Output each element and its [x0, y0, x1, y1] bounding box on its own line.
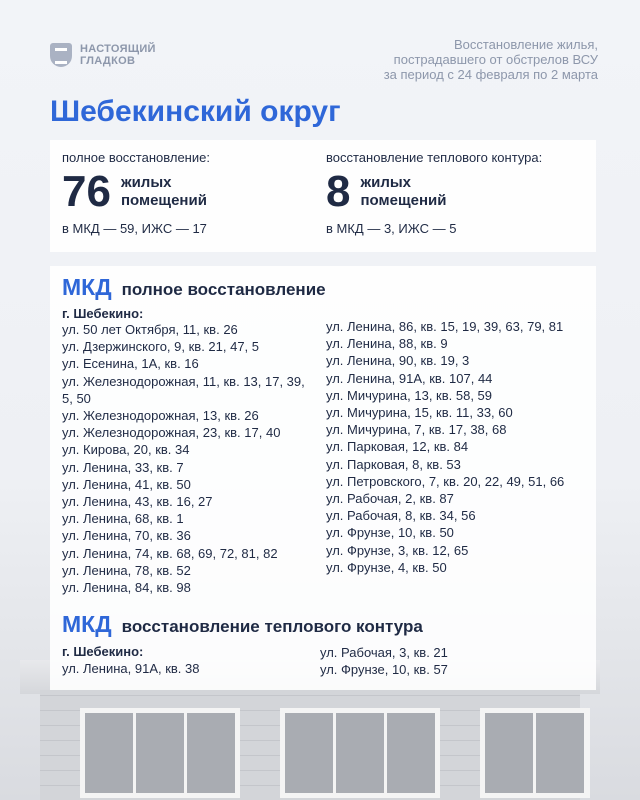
address-item: ул. Мичурина, 15, кв. 11, 33, 60	[326, 405, 513, 421]
house-window	[80, 708, 240, 798]
address-item: ул. Ленина, 43, кв. 16, 27	[62, 494, 213, 510]
section-full-heading	[62, 274, 326, 301]
address-item: ул. Ленина, 74, кв. 68, 69, 72, 81, 82	[62, 545, 278, 561]
coat-of-arms-icon	[50, 43, 72, 67]
section-thermal-list-left	[62, 660, 312, 677]
address-item: ул. Фрунзе, 10, кв. 57	[320, 662, 448, 678]
section-thermal-subtitle: восстановление теплового контура	[121, 617, 423, 636]
house-window	[280, 708, 440, 798]
address-item: ул. Рабочая, 3, кв. 21	[320, 645, 448, 660]
header	[0, 0, 640, 90]
summary-full-label: полное восстановление:	[62, 150, 210, 165]
address-item: ул. Парковая, 8, кв. 53	[326, 456, 461, 472]
address-item: ул. Ленина, 33, кв. 7	[62, 459, 184, 475]
section-thermal-heading	[62, 611, 423, 638]
summary-thermal	[326, 150, 542, 236]
logo-text: НАСТОЯЩИЙ ГЛАДКОВ	[80, 43, 156, 67]
summary-thermal-unit: жилых помещений	[360, 174, 447, 209]
address-item: ул. Железнодорожная, 11, кв. 13, 17, 39, 5, 50	[62, 373, 305, 406]
summary-full-unit: жилых помещений	[120, 174, 207, 209]
section-thermal-mkd: МКД	[62, 611, 112, 637]
summary-thermal-label: восстановление теплового контура:	[326, 150, 543, 165]
address-item: ул. Ленина, 84, кв. 98	[62, 580, 191, 596]
address-card	[50, 266, 596, 690]
address-item: ул. Дзержинского, 9, кв. 21, 47, 5	[62, 339, 260, 355]
summary-full-detail: в МКД — 59, ИЖС — 17	[62, 221, 207, 236]
address-item: ул. Парковая, 12, кв. 84	[326, 439, 469, 455]
address-item: ул. Железнодорожная, 13, кв. 26	[62, 408, 259, 424]
section-full-list-left	[62, 321, 312, 596]
address-item: ул. Фрунзе, 3, кв. 12, 65	[326, 542, 469, 558]
address-item: ул. Железнодорожная, 23, кв. 17, 40	[62, 425, 281, 441]
address-item: ул. Фрунзе, 4, кв. 50	[326, 559, 447, 575]
address-item: ул. Рабочая, 8, кв. 34, 56	[326, 508, 476, 524]
address-item: ул. Петровского, 7, кв. 20, 22, 49, 51, 66	[326, 473, 565, 489]
address-item: ул. Ленина, 88, кв. 9	[326, 336, 448, 352]
address-item: ул. Ленина, 68, кв. 1	[62, 511, 184, 527]
address-item: ул. Ленина, 90, кв. 19, 3	[326, 353, 470, 369]
address-item: ул. Рабочая, 2, кв. 87	[326, 491, 454, 507]
summary-full-count: 76	[62, 167, 111, 216]
section-full-subtitle: полное восстановление	[121, 280, 326, 299]
section-full-mkd: МКД	[62, 274, 112, 300]
address-item: ул. Есенина, 1А, кв. 16	[62, 356, 199, 372]
page-title: Шебекинский округ	[50, 95, 341, 128]
summary-full	[62, 150, 210, 236]
address-item: ул. Ленина, 86, кв. 15, 19, 39, 63, 79, 81	[326, 319, 564, 334]
summary-thermal-count: 8	[326, 167, 351, 216]
summary-card	[50, 140, 596, 252]
house-window	[480, 708, 590, 798]
address-item: ул. Фрунзе, 10, кв. 50	[326, 525, 454, 541]
address-item: ул. Кирова, 20, кв. 34	[62, 442, 190, 458]
header-caption: Восстановление жилья, пострадавшего от обстрелов ВСУ за период с 24 февраля по 2 марта	[383, 37, 598, 82]
address-item: ул. Ленина, 70, кв. 36	[62, 528, 191, 544]
section-thermal-city: г. Шебекино:	[62, 644, 144, 659]
address-item: ул. Ленина, 78, кв. 52	[62, 562, 191, 578]
address-item: ул. Мичурина, 13, кв. 58, 59	[326, 387, 493, 403]
logo	[50, 43, 156, 67]
section-full-list-right	[326, 318, 588, 576]
address-item: ул. 50 лет Октября, 11, кв. 26	[62, 322, 238, 337]
summary-thermal-detail: в МКД — 3, ИЖС — 5	[326, 221, 457, 236]
address-item: ул. Ленина, 41, кв. 50	[62, 476, 191, 492]
section-thermal-list-right	[320, 644, 582, 678]
section-full-city: г. Шебекино:	[62, 306, 144, 321]
address-item: ул. Ленина, 91А, кв. 107, 44	[326, 370, 493, 386]
address-item: ул. Мичурина, 7, кв. 17, 38, 68	[326, 422, 507, 438]
address-item: ул. Ленина, 91А, кв. 38	[62, 661, 200, 676]
